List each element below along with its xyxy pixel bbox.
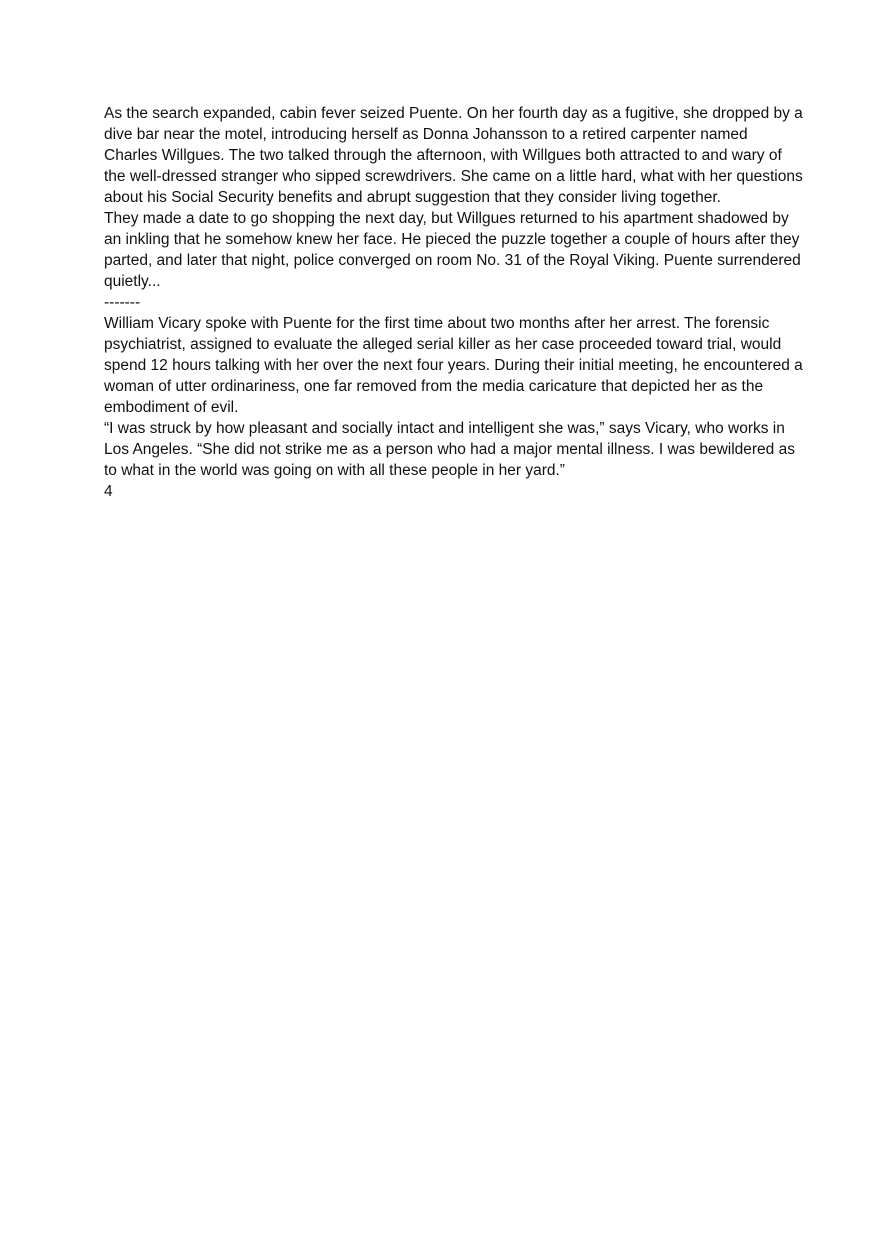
paragraph-william-vicary: William Vicary spoke with Puente for the first time about two months after her arrest. The forensic psychiatrist, assigned to evaluate the alleged serial killer as her case proceeded toward trial, would spend 12 hours talking with her over the next four years. During their initial meeting, he encountered a woman of utter ordinariness, one far removed from the media caricature that depicted her as the embodiment of evil. <box>104 315 803 416</box>
paragraph-vicary-quote: “I was struck by how pleasant and socially intact and intelligent she was,” says Vicary, who works in Los Angeles. “She did not strike me as a person who had a major mental illness. I was bewildered as to what in the world was going on with all these people in her yard.” <box>104 420 795 479</box>
section-separator: ------- <box>104 294 141 311</box>
document-page <box>104 103 804 502</box>
paragraph-search-expanded: As the search expanded, cabin fever seized Puente. On her fourth day as a fugitive, she dropped by a dive bar near the motel, introducing herself as Donna Johansson to a retired carpenter named Charles Willgues. The two talked through the afternoon, with Willgues both attracted to and wary of the well-dressed stranger who sipped screwdrivers. She came on a little hard, what with her questions about his Social Security benefits and abrupt suggestion that they consider living together. <box>104 105 803 206</box>
page-number: 4 <box>104 483 113 500</box>
paragraph-date-shopping: They made a date to go shopping the next day, but Willgues returned to his apartment shadowed by an inkling that he somehow knew her face. He pieced the puzzle together a couple of hours after they parted, and later that night, police converged on room No. 31 of the Royal Viking. Puente surrendered quietly... <box>104 210 801 290</box>
